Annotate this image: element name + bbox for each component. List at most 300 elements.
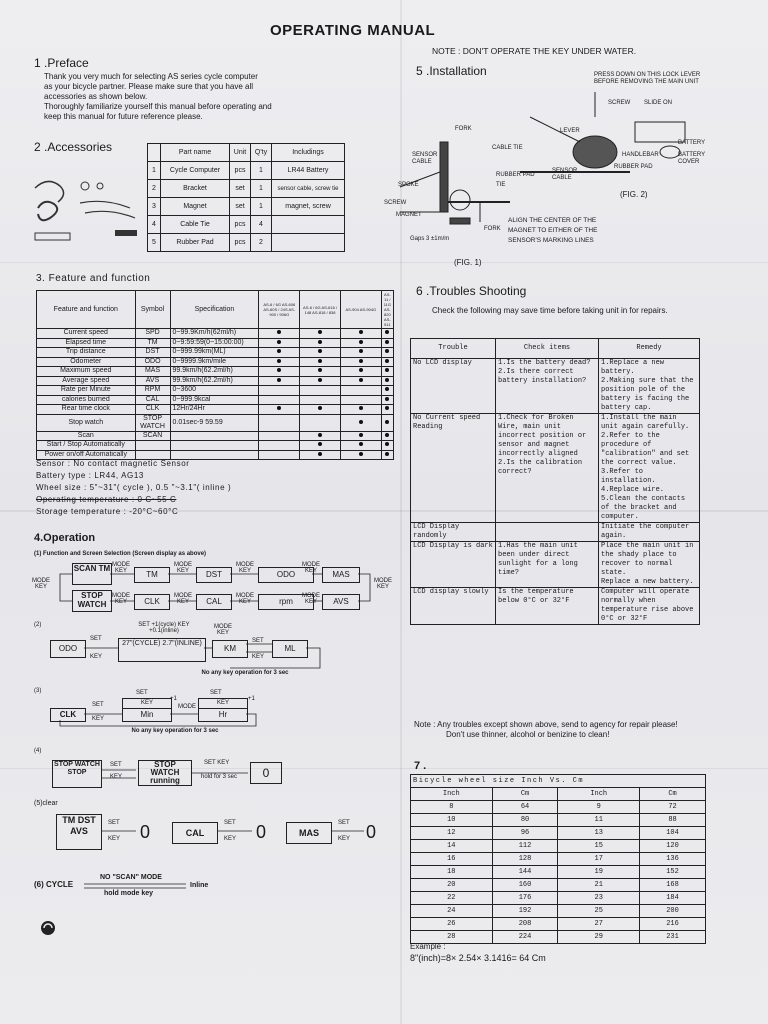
support-dot-icon [277,349,281,353]
support-dot-icon [359,330,363,334]
support-dot-icon [385,387,389,391]
remedy-cell: Computer will operate normally when temperature rise above 0°C or 32°F [599,588,700,625]
clear-mas-box: MAS [286,822,332,844]
mode-key-label: MODE KEY [236,593,254,605]
feature-spec: 0~9999.9km/mile [170,357,259,367]
feature-name: Stop watch [37,414,136,431]
set-label: SET [252,638,264,644]
feature-name: Average speed [37,376,136,386]
support-cell [300,386,341,396]
support-dot-icon [318,368,322,372]
trouble-cell: LCD Display randomly [411,523,496,542]
feature-row [37,431,394,441]
key-label: KEY [252,654,265,660]
support-cell [381,441,393,451]
support-cell [259,441,300,451]
key-label: KEY [90,654,103,660]
cm-cell: 80 [492,814,558,827]
install-label-slide: SLIDE ON [644,100,673,106]
support-cell [381,386,393,396]
key-box: KEY [122,698,172,709]
cm-cell: 208 [492,918,558,931]
install-label-fork-2: FORK [484,226,501,232]
key-label: KEY [224,836,237,842]
wheel-row [411,866,706,879]
wheel-row [411,892,706,905]
inch-cell: 21 [558,879,640,892]
support-dot-icon [318,330,322,334]
support-dot-icon [385,378,389,382]
zero-label: 0 [140,822,151,842]
cal-box: CAL [196,594,232,610]
features-heading: 3. Feature and function [36,273,151,284]
support-cell [300,338,341,348]
support-cell [381,338,393,348]
support-dot-icon [277,368,281,372]
key-label: KEY [108,836,121,842]
feature-name: Elapsed time [37,338,136,348]
set-label: SET [92,702,104,708]
feature-row [37,376,394,386]
feature-symbol: AVS [135,376,170,386]
feature-spec: 0~999.99km(ML) [170,348,259,358]
computer-shape [635,122,685,142]
support-dot-icon [385,433,389,437]
support-cell [300,405,341,415]
install-label-gaps: Gaps 3 ±1m/m [410,236,450,242]
no-key-note-5: No any key operation for 3 sec [201,670,289,676]
check-cell: 1.Has the main unit been under direct sunlight for a long time? [496,542,599,588]
feature-name: calories burned [37,395,136,405]
support-cell [300,431,341,441]
inch-cell: 17 [558,853,640,866]
cm-cell: 192 [492,905,558,918]
trouble-cell: LCD display slowly [411,588,496,625]
hr-box: Hr [198,708,248,722]
feature-row [37,357,394,367]
feature-symbol: TM [135,338,170,348]
cm-cell: 104 [640,827,706,840]
feature-name: Rear time clock [37,405,136,415]
support-dot-icon [277,340,281,344]
trouble-row [411,414,700,523]
inch-cell: 26 [411,918,493,931]
support-cell [340,367,381,377]
mode-key-right: MODE KEY [374,578,392,590]
wheel-row [411,931,706,944]
zero-label: 0 [366,822,377,842]
feature-row [37,329,394,339]
operation-flow-arrows [20,560,400,615]
dst-box: DST [196,567,232,583]
support-cell [381,357,393,367]
feature-symbol: SCAN [135,431,170,441]
support-dot-icon [359,349,363,353]
support-cell [259,395,300,405]
inline-label: Inline [190,882,209,889]
feature-spec: 0~9:59:59(0~15:00:00) [170,338,259,348]
feature-symbol: CLK [135,405,170,415]
cm-cell: 112 [492,840,558,853]
check-cell: 1.Is the battery dead? 2.Is there correct battery installation? [496,359,599,414]
install-label-lever: LEVER [560,128,580,134]
remedy-cell: Initiate the computer again. [599,523,700,542]
support-dot-icon [318,378,322,382]
support-dot-icon [359,420,363,424]
stop-watch-running-box: STOP WATCH running [138,760,192,786]
support-dot-icon [359,378,363,382]
troubles-heading: 6 .Troubles Shooting [416,284,527,298]
support-cell [259,338,300,348]
wheel-row [411,853,706,866]
key-label: KEY [92,716,105,722]
install-label-battery: BATTERY [678,140,706,146]
check-cell: Is the temperature below 0°C or 32°F [496,588,599,625]
support-dot-icon [359,340,363,344]
recycle-logo [40,920,56,936]
key-box: KEY [198,698,248,709]
support-cell [300,357,341,367]
clear-arrows [100,825,370,837]
trouble-row [411,588,700,625]
mas-box: MAS [322,567,360,583]
avs-box: AVS [322,594,360,610]
support-cell [381,395,393,405]
set-label: SET [224,820,236,826]
operation-sub5: (5)clear [34,800,58,807]
feature-name: Trip distance [37,348,136,358]
feature-name: Maximum speed [37,367,136,377]
trouble-cell: No LCD display [411,359,496,414]
inch-cell: 13 [558,827,640,840]
install-label-handlebar: HANDLEBAR [622,152,659,158]
key-label: KEY [338,836,351,842]
set-label: SET [110,762,122,768]
plus1-label: +1 [248,696,255,702]
zero-box: 0 [250,762,282,784]
cm-cell: 96 [492,827,558,840]
mode-label: MODE [178,704,196,710]
inch-cell: 16 [411,853,493,866]
cm-cell: 72 [640,801,706,814]
feature-name: Power on/off Automatically [37,450,136,460]
cycle-inline-arrow [82,880,190,892]
support-cell [300,329,341,339]
set-label: SET [108,820,120,826]
support-cell [381,348,393,358]
inch-cell: 15 [558,840,640,853]
feature-name: Current speed [37,329,136,339]
install-label-rubber-pad-2: RUBBER PAD [614,164,653,170]
feature-name: Odometer [37,357,136,367]
support-cell [259,386,300,396]
inch-cell: 11 [558,814,640,827]
install-label-tie: TIE [496,182,506,188]
support-dot-icon [359,359,363,363]
support-cell [340,431,381,441]
support-dot-icon [385,359,389,363]
inch-cell: 29 [558,931,640,944]
wheel-example: 8"(inch)=8× 2.54× 3.1416= 64 Cm [410,953,546,963]
support-cell [340,329,381,339]
inch-cell: 14 [411,840,493,853]
mode-label: MODE KEY [214,624,232,636]
cm-cell: 144 [492,866,558,879]
cm-cell: 120 [640,840,706,853]
stopwatch-arrows [98,760,258,790]
support-cell [340,376,381,386]
install-note-align: ALIGN THE CENTER OF THE MAGNET TO EITHER OF THE SENSOR'S MARKING LINES [508,217,598,244]
ml-box: ML [272,640,308,658]
install-label-screw-2: SCREW [384,200,407,206]
support-cell [259,348,300,358]
cm-cell: 152 [640,866,706,879]
support-cell [300,367,341,377]
feature-symbol: ODO [135,357,170,367]
support-cell [340,395,381,405]
feature-spec: 99.9km/h(62.2ml/h) [170,367,259,377]
inch-cell: 28 [411,931,493,944]
support-dot-icon [359,368,363,372]
feature-spec: 0~3600 [170,386,259,396]
trouble-row [411,523,700,542]
support-cell [259,367,300,377]
mode-key-label: MODE KEY [112,562,130,574]
support-dot-icon [385,442,389,446]
preface-text: Thank you very much for selecting AS series cycle computer as your bicycle partner. Please make sure that you have all accessories as shown below. Thoroughly familiarize yourself this manual before operating and keep this manual for future reference please. [44,72,272,121]
feature-row [37,405,394,415]
set-label: SET [210,690,222,696]
odo-set-box: ODO [50,640,86,658]
fig2-caption: (FIG. 2) [620,190,648,199]
wheel-example-label: Example : [410,942,446,951]
support-dot-icon [359,442,363,446]
support-dot-icon [277,406,281,410]
trouble-row [411,359,700,414]
support-dot-icon [277,378,281,382]
zero-label: 0 [256,822,267,842]
support-cell [340,450,381,460]
support-dot-icon [359,433,363,437]
feature-row [37,395,394,405]
support-dot-icon [318,442,322,446]
feature-symbol: CAL [135,395,170,405]
installation-heading: 5 .Installation [416,64,487,78]
support-cell [259,329,300,339]
feature-spec: 0.01sec-9 59.59 [170,414,259,431]
inch-cell: 8 [411,801,493,814]
preface-heading: 1 .Preface [34,56,89,70]
support-cell [381,329,393,339]
cm-cell: 184 [640,892,706,905]
magnet-shape [81,182,89,190]
support-cell [381,367,393,377]
set-key-label: SET KEY [204,760,230,766]
page-title: OPERATING MANUAL [270,22,436,39]
support-cell [381,414,393,431]
cm-cell: 231 [640,931,706,944]
cm-cell: 200 [640,905,706,918]
feature-row [37,367,394,377]
operation-heading: 4.Operation [34,532,96,544]
feature-spec: 0~999.9kcal [170,395,259,405]
cm-cell: 128 [492,853,558,866]
feature-name: Scan [37,431,136,441]
clear-cal-box: CAL [172,822,218,844]
check-cell: 1.Check for Broken Wire, main unit incorrect position or sensor and magnet incorrectly aligned 2.Is the calibration correct? [496,414,599,523]
mode-key-label: MODE KEY [302,593,320,605]
feature-symbol [135,441,170,451]
troubles-table: Trouble Check items Remedy No LCD display 1.Is the battery dead? 2.Is there correct battery installation? 1.Replace a new battery. 2.Making sure that the position pole of the battery is facing the battery cap. No Current speed Reading 1.Check for Broken Wire, main unit incorrect position or sensor and magnet incorrectly aligned 2.Is the calibration correct? 1.Install the main unit again carefully. 2.Refer to the procedure of "calibration" and set the correct value. 3.Refer to installation. 4.Replace wire. 5.Clean the contacts of the bracket and computer. LCD Display randomly Initiate the computer again. LCD Display is dark 1.Has the main unit been under direct sunlight for a long time? Place the main unit in the shady place to recover to normal state. Replace a new battery. LCD display slowly Is the temperature below 0°C or 32°F Computer will operate normally when temperature rise above 0°C or 32°F [410,338,700,625]
support-dot-icon [277,330,281,334]
hold-mode-key-label: hold mode key [104,890,154,897]
wheel-row [411,918,706,931]
set-label: SET [136,690,148,696]
clk-set-box: CLK [50,708,86,722]
support-cell [381,450,393,460]
odo-box: ODO [258,567,314,583]
cable-tie-shape [80,201,130,208]
cm-cell: 176 [492,892,558,905]
support-cell [259,405,300,415]
feature-symbol: DST [135,348,170,358]
install-label-fork: FORK [455,126,472,132]
install-label-rubber-pad: RUBBER PAD [496,172,535,178]
inch-cell: 19 [558,866,640,879]
wheel-row [411,827,706,840]
support-cell [381,405,393,415]
support-cell [300,395,341,405]
feature-notes: Sensor : No contact magnetic Sensor Battery type : LR44, AG13 Wheel size : 5"~31"( cycle ), 0.5 "~3.1"( inline ) Operating temperature : 0 C~55 C Storage temperature : -20°C~60°C [36,459,232,516]
support-cell [381,431,393,441]
feature-spec [170,441,259,451]
feature-spec: 99.9km/h(62.2ml/h) [170,376,259,386]
remedy-cell: 1.Install the main unit again carefully. 2.Refer to the procedure of "calibration" and set the correct value. 3.Refer to installation. 4.Replace wire. 5.Clean the contacts of the bracket and computer. [599,414,700,523]
bracket-shape [35,181,64,202]
cm-cell: 224 [492,931,558,944]
inch-cell: 25 [558,905,640,918]
feature-row [37,338,394,348]
operation-sub2: (2) [34,622,42,628]
troubles-intro: Check the following may save time before taking unit in for repairs. [432,306,668,315]
stop-watch-box: STOP WATCH [72,590,112,612]
cm-cell: 160 [492,879,558,892]
wheel-size-table: Bicycle wheel size Inch Vs. Cm Inch Cm Inch Cm 8 64 9 72 10 80 11 88 12 96 13 104 14 112 15 120 16 128 17 136 18 144 19 152 20 160 21 168 22 176 23 184 24 192 25 200 26 208 27 216 28 224 29 231 [410,774,706,944]
mode-key-label: MODE KEY [302,562,320,574]
wheel-row [411,840,706,853]
hold-3-label: hold for 3 sec [200,774,238,780]
feature-symbol: MAS [135,367,170,377]
mode-key-label: MODE KEY [236,562,254,574]
inch-cell: 22 [411,892,493,905]
scan-tm-box: SCAN TM [72,563,112,585]
sensor-shape [450,190,470,210]
inch-cell: 12 [411,827,493,840]
support-cell [340,441,381,451]
feature-symbol: STOP WATCH [135,414,170,431]
support-dot-icon [318,433,322,437]
support-cell [300,450,341,460]
feature-name: Rate per Minute [37,386,136,396]
magnet-shape [450,218,470,224]
note-top: NOTE : DON'T OPERATE THE KEY UNDER WATER. [432,46,637,56]
cm-cell: 216 [640,918,706,931]
support-dot-icon [385,397,389,401]
main-unit-shape [573,136,617,168]
set-label: SET [338,820,350,826]
set-cycle-label: SET +1(cycle) KEY +0.1(inline) [138,622,190,634]
support-dot-icon [385,452,389,456]
support-dot-icon [359,452,363,456]
feature-row [37,348,394,358]
support-cell [340,414,381,431]
wheel-row [411,879,706,892]
install-label-lock: PRESS DOWN ON THIS LOCK LEVER BEFORE REMOVING THE MAIN UNIT [594,72,701,85]
support-dot-icon [385,330,389,334]
install-label-magnet: MAGNET [396,212,422,218]
mode-key-label: MODE KEY [112,593,130,605]
inch-cell: 20 [411,879,493,892]
support-dot-icon [277,359,281,363]
operation-sub6: (6) CYCLE [34,880,74,889]
support-dot-icon [359,406,363,410]
feature-name: Start / Stop Automatically [37,441,136,451]
support-cell [300,441,341,451]
support-cell [259,414,300,431]
rubber-pad-shape [115,230,137,236]
support-dot-icon [385,368,389,372]
support-dot-icon [318,359,322,363]
accessories-illustration [30,168,145,248]
accessories-table: Part name Unit Q'ty Includings 1 Cycle Computer pcs 1 LR44 Battery 2 Bracket set 1 sensor cable, screw tie 3 Magnet set 1 magnet, screw 4 Cable Tie pcs 4 5 Rubber Pad pcs 2 [147,143,345,252]
operation-sub1: (1) Function and Screen Selection (Screen display as above) [34,551,207,557]
install-label-spoke: SPOKE [398,182,419,188]
key-label: KEY [110,774,123,780]
install-label-sensor-cable: SENSOR CABLE [412,152,438,165]
support-cell [300,376,341,386]
no-scan-mode-label: NO "SCAN" MODE [100,874,162,881]
fig1-caption: (FIG. 1) [454,258,482,267]
install-label-sensor-cable-2: SENSOR CABLE [552,168,578,181]
install-label-cable-tie: CABLE TIE [492,145,523,151]
mode-key-label: MODE KEY [174,593,192,605]
support-cell [340,338,381,348]
install-label-battery-cover: BATTERY COVER [678,152,706,165]
cm-cell: 168 [640,879,706,892]
support-cell [300,348,341,358]
inch-cell: 23 [558,892,640,905]
feature-symbol: SPD [135,329,170,339]
trouble-cell: No Current speed Reading [411,414,496,523]
wheel-row [411,801,706,814]
check-cell [496,523,599,542]
install-label-screw: SCREW [608,100,631,106]
trouble-cell: LCD Display is dark [411,542,496,588]
support-cell [340,348,381,358]
support-dot-icon [318,349,322,353]
plus1-label: +1 [170,696,177,702]
clk-box: CLK [134,594,170,610]
min-box: Min [122,708,172,722]
inch-cell: 18 [411,866,493,879]
inch-cell: 9 [558,801,640,814]
cycle-inline-box: 27"(CYCLE) 2.7"(INLINE) [118,638,206,662]
feature-row [37,386,394,396]
mode-key-label: MODE KEY [174,562,192,574]
cm-cell: 88 [640,814,706,827]
inch-cell: 10 [411,814,493,827]
wheel-row [411,905,706,918]
